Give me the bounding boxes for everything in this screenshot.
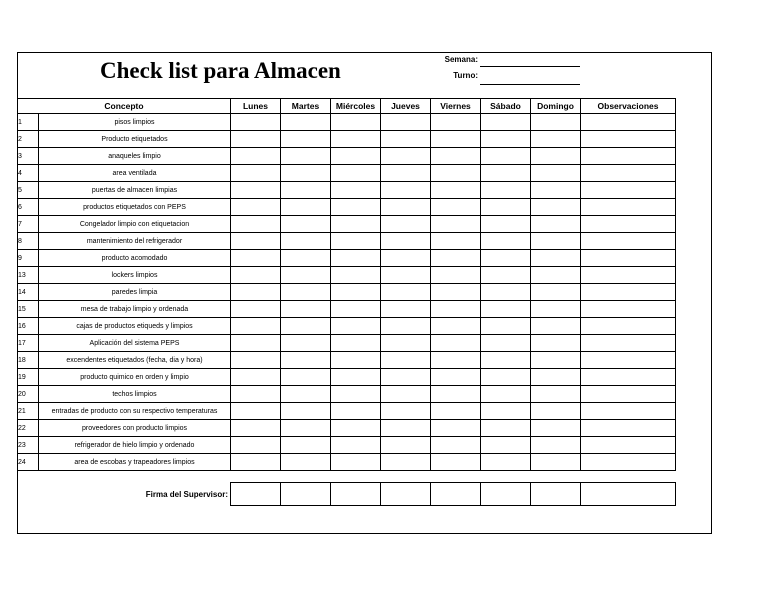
day-check-cell[interactable] (381, 267, 431, 284)
day-check-cell[interactable] (431, 301, 481, 318)
day-check-cell[interactable] (331, 454, 381, 471)
row-concept: mantenimiento del refrigerador (39, 233, 231, 250)
row-concept: anaqueles limpio (39, 148, 231, 165)
day-check-cell[interactable] (281, 403, 331, 420)
day-check-cell[interactable] (481, 250, 531, 267)
row-concept: lockers limpios (39, 267, 231, 284)
day-check-cell[interactable] (331, 335, 381, 352)
day-check-cell[interactable] (531, 114, 581, 131)
row-concept: excendentes etiquetados (fecha, dia y hora) (39, 352, 231, 369)
row-concept: area ventilada (39, 165, 231, 182)
day-check-cell[interactable] (231, 284, 281, 301)
row-concept: proveedores con producto limpios (39, 420, 231, 437)
day-check-cell[interactable] (531, 437, 581, 454)
table-row (18, 233, 676, 250)
day-check-cell[interactable] (381, 148, 431, 165)
day-check-cell[interactable] (381, 199, 431, 216)
signature-cell[interactable] (231, 483, 281, 506)
day-header: Sábado (481, 99, 531, 114)
day-check-cell[interactable] (381, 420, 431, 437)
semana-label: Semana: (444, 55, 478, 64)
day-check-cell[interactable] (531, 369, 581, 386)
day-check-cell[interactable] (231, 148, 281, 165)
day-check-cell[interactable] (331, 386, 381, 403)
day-check-cell[interactable] (481, 420, 531, 437)
day-check-cell[interactable] (231, 199, 281, 216)
day-check-cell[interactable] (431, 369, 481, 386)
observaciones-cell[interactable] (581, 114, 676, 131)
day-check-cell[interactable] (381, 114, 431, 131)
day-check-cell[interactable] (331, 420, 381, 437)
table-row (18, 250, 676, 267)
row-concept: cajas de productos etiqueds y limpios (39, 318, 231, 335)
observaciones-header: Observaciones (581, 99, 676, 114)
row-number: 3 (18, 148, 39, 165)
row-concept: producto quimico en orden y limpio (39, 369, 231, 386)
day-check-cell[interactable] (481, 454, 531, 471)
day-check-cell[interactable] (381, 165, 431, 182)
row-concept: Congelador limpio con etiquetacion (39, 216, 231, 233)
observaciones-cell[interactable] (581, 131, 676, 148)
day-check-cell[interactable] (531, 267, 581, 284)
day-check-cell[interactable] (431, 267, 481, 284)
day-check-cell[interactable] (231, 182, 281, 199)
day-check-cell[interactable] (231, 386, 281, 403)
day-check-cell[interactable] (381, 369, 431, 386)
row-number: 8 (18, 233, 39, 250)
day-check-cell[interactable] (481, 318, 531, 335)
observaciones-cell[interactable] (581, 386, 676, 403)
day-check-cell[interactable] (481, 335, 531, 352)
day-check-cell[interactable] (331, 318, 381, 335)
day-check-cell[interactable] (481, 267, 531, 284)
table-row (18, 386, 676, 403)
row-concept: pisos limpios (39, 114, 231, 131)
day-check-cell[interactable] (281, 420, 331, 437)
table-row (18, 454, 676, 471)
row-concept: area de escobas y trapeadores limpios (39, 454, 231, 471)
day-check-cell[interactable] (331, 148, 381, 165)
day-check-cell[interactable] (231, 437, 281, 454)
day-check-cell[interactable] (331, 216, 381, 233)
day-check-cell[interactable] (231, 318, 281, 335)
day-check-cell[interactable] (231, 216, 281, 233)
day-check-cell[interactable] (231, 250, 281, 267)
header-row (18, 99, 676, 114)
observaciones-cell[interactable] (581, 454, 676, 471)
day-check-cell[interactable] (531, 250, 581, 267)
table-row (18, 352, 676, 369)
row-number: 5 (18, 182, 39, 199)
signature-cell[interactable] (581, 483, 676, 506)
day-check-cell[interactable] (231, 165, 281, 182)
row-number: 7 (18, 216, 39, 233)
day-header: Martes (281, 99, 331, 114)
observaciones-cell[interactable] (581, 318, 676, 335)
table-row (18, 284, 676, 301)
semana-field[interactable] (480, 66, 580, 67)
row-number: 19 (18, 369, 39, 386)
row-number: 9 (18, 250, 39, 267)
day-check-cell[interactable] (531, 386, 581, 403)
table-row (18, 420, 676, 437)
day-check-cell[interactable] (481, 182, 531, 199)
row-concept: refrigerador de hielo limpio y ordenado (39, 437, 231, 454)
day-check-cell[interactable] (231, 233, 281, 250)
observaciones-cell[interactable] (581, 369, 676, 386)
day-check-cell[interactable] (381, 131, 431, 148)
day-check-cell[interactable] (331, 352, 381, 369)
row-concept: productos etiquetados con PEPS (39, 199, 231, 216)
turno-label: Turno: (453, 71, 478, 80)
row-number: 6 (18, 199, 39, 216)
signature-cell[interactable] (431, 483, 481, 506)
signature-row (231, 483, 676, 506)
row-concept: paredes limpia (39, 284, 231, 301)
day-check-cell[interactable] (431, 114, 481, 131)
day-check-cell[interactable] (431, 335, 481, 352)
day-check-cell[interactable] (431, 454, 481, 471)
day-check-cell[interactable] (231, 420, 281, 437)
day-check-cell[interactable] (231, 301, 281, 318)
day-header: Lunes (231, 99, 281, 114)
table-row (18, 182, 676, 199)
day-check-cell[interactable] (281, 216, 331, 233)
day-check-cell[interactable] (531, 284, 581, 301)
observaciones-cell[interactable] (581, 216, 676, 233)
observaciones-cell[interactable] (581, 148, 676, 165)
day-check-cell[interactable] (231, 454, 281, 471)
observaciones-cell[interactable] (581, 403, 676, 420)
day-check-cell[interactable] (331, 284, 381, 301)
day-check-cell[interactable] (481, 403, 531, 420)
day-check-cell[interactable] (281, 199, 331, 216)
day-check-cell[interactable] (281, 369, 331, 386)
row-number: 15 (18, 301, 39, 318)
day-check-cell[interactable] (431, 182, 481, 199)
row-number: 2 (18, 131, 39, 148)
day-check-cell[interactable] (331, 165, 381, 182)
observaciones-cell[interactable] (581, 165, 676, 182)
day-check-cell[interactable] (231, 335, 281, 352)
signature-cell[interactable] (331, 483, 381, 506)
day-check-cell[interactable] (231, 369, 281, 386)
row-concept: Producto etiquetados (39, 131, 231, 148)
day-check-cell[interactable] (481, 199, 531, 216)
day-check-cell[interactable] (331, 267, 381, 284)
day-check-cell[interactable] (331, 437, 381, 454)
day-check-cell[interactable] (331, 369, 381, 386)
observaciones-cell[interactable] (581, 335, 676, 352)
day-check-cell[interactable] (431, 352, 481, 369)
row-number: 20 (18, 386, 39, 403)
row-number: 22 (18, 420, 39, 437)
row-concept: Aplicación del sistema PEPS (39, 335, 231, 352)
day-check-cell[interactable] (231, 131, 281, 148)
signature-cell[interactable] (481, 483, 531, 506)
row-number: 23 (18, 437, 39, 454)
table-row (18, 199, 676, 216)
day-check-cell[interactable] (431, 131, 481, 148)
day-check-cell[interactable] (281, 454, 331, 471)
observaciones-cell[interactable] (581, 437, 676, 454)
day-check-cell[interactable] (281, 165, 331, 182)
table-row (18, 318, 676, 335)
day-check-cell[interactable] (381, 233, 431, 250)
day-check-cell[interactable] (481, 216, 531, 233)
day-check-cell[interactable] (531, 403, 581, 420)
day-check-cell[interactable] (531, 216, 581, 233)
page-title: Check list para Almacen (100, 58, 341, 83)
day-check-cell[interactable] (281, 284, 331, 301)
signature-cell[interactable] (381, 483, 431, 506)
row-number: 14 (18, 284, 39, 301)
day-check-cell[interactable] (381, 335, 431, 352)
observaciones-cell[interactable] (581, 233, 676, 250)
day-check-cell[interactable] (431, 284, 481, 301)
day-check-cell[interactable] (381, 318, 431, 335)
day-check-cell[interactable] (431, 165, 481, 182)
day-check-cell[interactable] (331, 301, 381, 318)
row-concept: mesa de trabajo limpio y ordenada (39, 301, 231, 318)
day-header: Viernes (431, 99, 481, 114)
day-check-cell[interactable] (231, 352, 281, 369)
day-check-cell[interactable] (281, 148, 331, 165)
day-check-cell[interactable] (481, 284, 531, 301)
day-check-cell[interactable] (281, 250, 331, 267)
day-check-cell[interactable] (531, 199, 581, 216)
row-number: 1 (18, 114, 39, 131)
day-check-cell[interactable] (531, 420, 581, 437)
day-check-cell[interactable] (431, 420, 481, 437)
row-number: 24 (18, 454, 39, 471)
day-check-cell[interactable] (481, 386, 531, 403)
row-concept: techos limpios (39, 386, 231, 403)
table-row (18, 335, 676, 352)
day-check-cell[interactable] (481, 233, 531, 250)
day-check-cell[interactable] (531, 233, 581, 250)
day-check-cell[interactable] (481, 352, 531, 369)
observaciones-cell[interactable] (581, 284, 676, 301)
table-row (18, 437, 676, 454)
signature-cell[interactable] (281, 483, 331, 506)
table-row (18, 148, 676, 165)
row-number: 13 (18, 267, 39, 284)
day-check-cell[interactable] (531, 335, 581, 352)
day-check-cell[interactable] (281, 335, 331, 352)
day-check-cell[interactable] (381, 386, 431, 403)
row-number: 4 (18, 165, 39, 182)
day-check-cell[interactable] (281, 352, 331, 369)
day-check-cell[interactable] (431, 386, 481, 403)
day-check-cell[interactable] (481, 148, 531, 165)
observaciones-cell[interactable] (581, 250, 676, 267)
row-number: 21 (18, 403, 39, 420)
day-check-cell[interactable] (281, 301, 331, 318)
day-check-cell[interactable] (281, 131, 331, 148)
day-check-cell[interactable] (231, 403, 281, 420)
day-check-cell[interactable] (431, 318, 481, 335)
day-check-cell[interactable] (481, 114, 531, 131)
day-check-cell[interactable] (281, 233, 331, 250)
signature-label: Firma del Supervisor: (145, 490, 228, 499)
table-row (18, 165, 676, 182)
observaciones-cell[interactable] (581, 199, 676, 216)
day-check-cell[interactable] (381, 454, 431, 471)
day-check-cell[interactable] (431, 250, 481, 267)
table-row (18, 267, 676, 284)
day-check-cell[interactable] (531, 131, 581, 148)
row-concept: producto acomodado (39, 250, 231, 267)
observaciones-cell[interactable] (581, 267, 676, 284)
day-check-cell[interactable] (331, 131, 381, 148)
table-row (18, 131, 676, 148)
day-check-cell[interactable] (281, 182, 331, 199)
observaciones-cell[interactable] (581, 420, 676, 437)
observaciones-cell[interactable] (581, 301, 676, 318)
day-check-cell[interactable] (381, 182, 431, 199)
day-check-cell[interactable] (281, 114, 331, 131)
row-number: 18 (18, 352, 39, 369)
day-check-cell[interactable] (231, 114, 281, 131)
day-check-cell[interactable] (431, 233, 481, 250)
table-row (18, 403, 676, 420)
day-check-cell[interactable] (531, 352, 581, 369)
day-check-cell[interactable] (531, 182, 581, 199)
day-check-cell[interactable] (281, 267, 331, 284)
table-row (18, 114, 676, 131)
table-row (18, 301, 676, 318)
day-check-cell[interactable] (431, 148, 481, 165)
day-header: Jueves (381, 99, 431, 114)
day-check-cell[interactable] (331, 403, 381, 420)
day-check-cell[interactable] (381, 301, 431, 318)
row-concept: puertas de almacen limpias (39, 182, 231, 199)
signature-table (230, 482, 676, 506)
day-check-cell[interactable] (431, 437, 481, 454)
day-check-cell[interactable] (281, 386, 331, 403)
day-check-cell[interactable] (331, 199, 381, 216)
observaciones-cell[interactable] (581, 182, 676, 199)
day-check-cell[interactable] (381, 437, 431, 454)
turno-field[interactable] (480, 84, 580, 85)
observaciones-cell[interactable] (581, 352, 676, 369)
day-header: Miércoles (331, 99, 381, 114)
day-check-cell[interactable] (481, 131, 531, 148)
day-check-cell[interactable] (331, 250, 381, 267)
row-number: 17 (18, 335, 39, 352)
day-check-cell[interactable] (531, 318, 581, 335)
table-row (18, 216, 676, 233)
day-check-cell[interactable] (381, 352, 431, 369)
concepto-header: Concepto (18, 99, 231, 114)
signature-cell[interactable] (531, 483, 581, 506)
day-check-cell[interactable] (531, 148, 581, 165)
row-concept: entradas de producto con su respectivo temperaturas (39, 403, 231, 420)
day-check-cell[interactable] (331, 182, 381, 199)
day-check-cell[interactable] (431, 403, 481, 420)
day-check-cell[interactable] (481, 369, 531, 386)
day-check-cell[interactable] (431, 216, 481, 233)
table-row (18, 369, 676, 386)
day-check-cell[interactable] (231, 267, 281, 284)
day-check-cell[interactable] (381, 216, 431, 233)
day-check-cell[interactable] (331, 114, 381, 131)
row-number: 16 (18, 318, 39, 335)
day-check-cell[interactable] (531, 454, 581, 471)
day-check-cell[interactable] (481, 437, 531, 454)
day-check-cell[interactable] (331, 233, 381, 250)
day-check-cell[interactable] (381, 284, 431, 301)
day-check-cell[interactable] (531, 165, 581, 182)
day-check-cell[interactable] (431, 199, 481, 216)
checklist-table (17, 98, 676, 471)
day-check-cell[interactable] (481, 301, 531, 318)
day-check-cell[interactable] (481, 165, 531, 182)
day-check-cell[interactable] (531, 301, 581, 318)
day-check-cell[interactable] (381, 250, 431, 267)
day-check-cell[interactable] (281, 437, 331, 454)
day-check-cell[interactable] (281, 318, 331, 335)
day-check-cell[interactable] (381, 403, 431, 420)
day-header: Domingo (531, 99, 581, 114)
